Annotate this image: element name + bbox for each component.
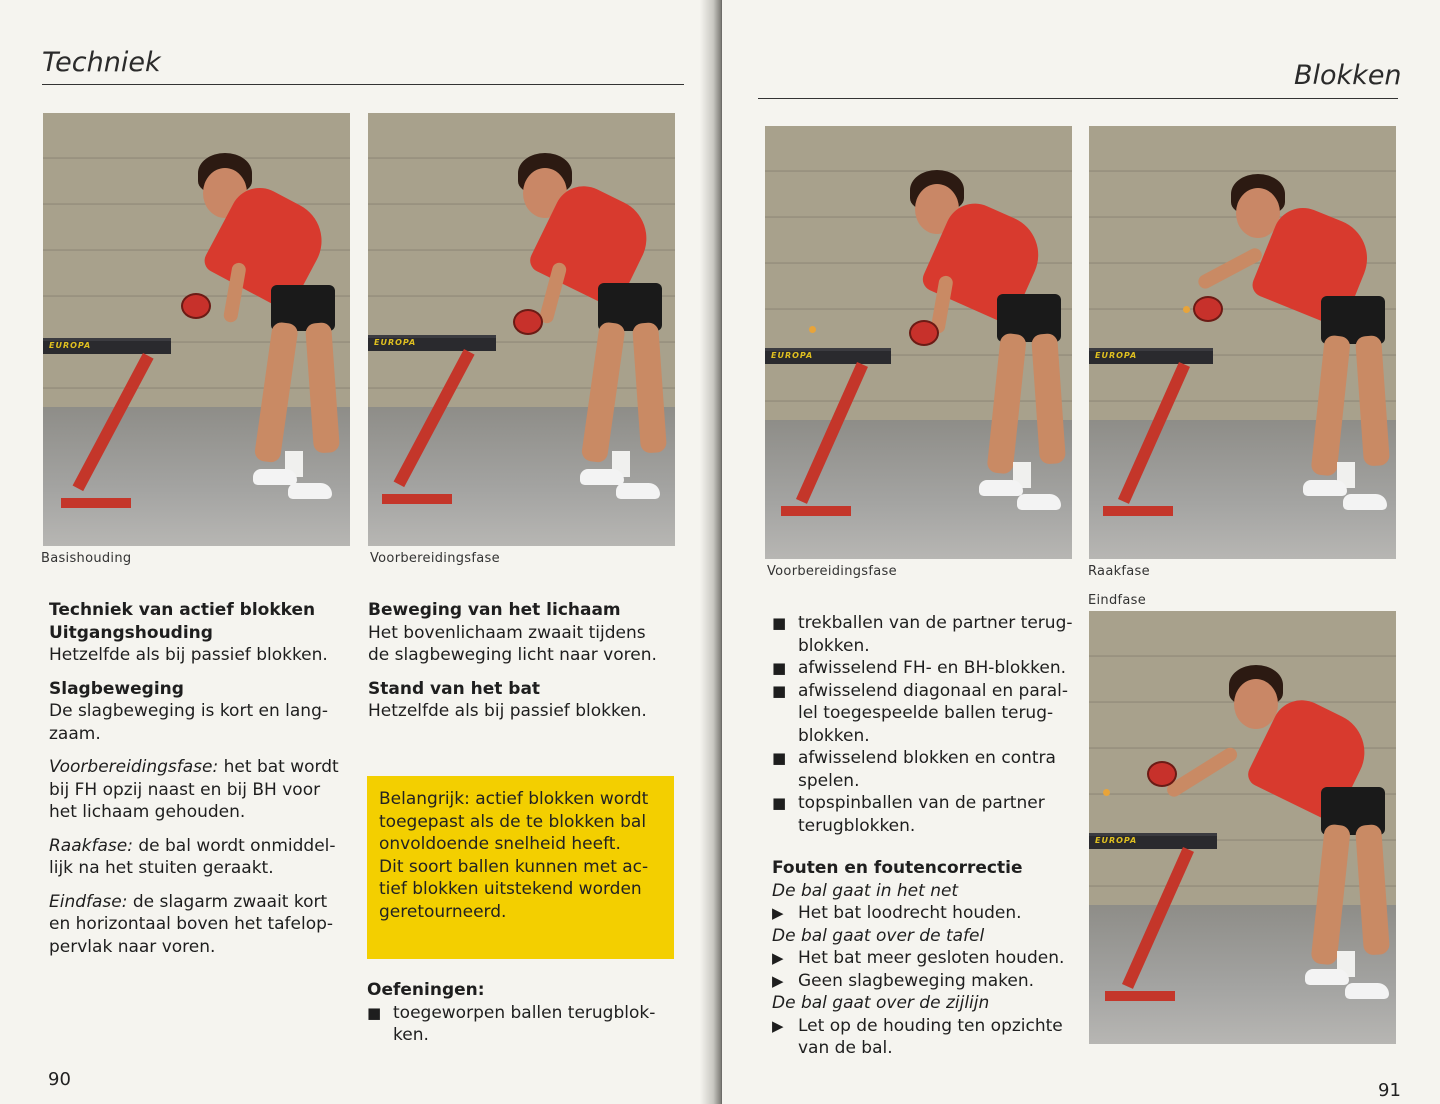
list-item-text: topspinballen van de partner	[798, 793, 1045, 813]
fault-text: De bal gaat over de tafel	[772, 925, 985, 946]
paragraph-text: de slagarm zwaait kort	[127, 891, 328, 912]
list-item-text: ken.	[393, 1025, 429, 1045]
heading: Uitgangshouding	[49, 622, 213, 643]
list-item	[772, 947, 1092, 970]
table-brand: EUROPA	[1095, 351, 1138, 360]
list-item	[772, 1015, 1092, 1060]
list-item-text: afwisselend diagonaal en paral-	[798, 680, 1069, 701]
exercises	[367, 979, 677, 1047]
list-item	[772, 747, 1082, 792]
box-text: geretourneerd.	[379, 901, 507, 922]
heading: Slagbeweging	[49, 678, 184, 699]
list-item	[772, 680, 1082, 748]
list-item-text: afwisselend blokken en contra	[798, 748, 1056, 768]
photo-caption: Eindfase	[1088, 593, 1147, 608]
arrow-right-icon: ▶	[772, 1016, 784, 1035]
list-item-text: trekballen van de partner terug-	[798, 613, 1073, 633]
list-item-text: van de bal.	[798, 1038, 893, 1058]
box-label: Belangrijk:	[379, 789, 470, 809]
list-item	[772, 902, 1092, 925]
bullet-square-icon: ■	[772, 659, 787, 677]
exercise-list	[772, 612, 1082, 837]
bullet-square-icon: ■	[772, 614, 787, 632]
paragraph: de slagbeweging licht naar voren.	[368, 645, 657, 665]
list-item	[772, 792, 1082, 837]
photo-caption: Raakfase	[1088, 564, 1150, 579]
box-text: tief blokken uitstekend worden	[379, 879, 642, 899]
arrow-right-icon: ▶	[772, 971, 784, 990]
box-text: onvoldoende snelheid heeft.	[379, 834, 621, 854]
header-rule-left	[42, 84, 684, 85]
list-item	[367, 1002, 677, 1047]
paragraph: Het bovenlichaam zwaait tijdens	[368, 622, 646, 643]
paragraph	[49, 891, 359, 914]
list-item-text: blokken.	[798, 635, 870, 656]
paragraph: het lichaam gehouden.	[49, 802, 246, 822]
paragraph: lijk na het stuiten geraakt.	[49, 858, 274, 878]
paragraph: De slagbeweging is kort en lang-	[49, 701, 328, 721]
list-item-text: blokken.	[798, 725, 870, 746]
paragraph	[49, 835, 359, 858]
heading: Techniek van actief blokken	[49, 600, 316, 620]
list-item-text: toegeworpen ballen terugblok-	[393, 1002, 656, 1023]
photo-basishouding	[43, 113, 350, 546]
heading: Fouten en foutencorrectie	[772, 858, 1023, 878]
running-head-right: Blokken	[1294, 60, 1402, 91]
list-item-text: lel toegespeelde ballen terug-	[798, 703, 1054, 723]
text-column-right	[368, 599, 678, 723]
photo-voorbereidingsfase	[765, 126, 1072, 559]
paragraph: bij FH opzij naast en bij BH voor	[49, 779, 321, 800]
phase-label: Voorbereidingsfase:	[49, 757, 219, 777]
paragraph: Hetzelfde als bij passief blokken.	[368, 701, 647, 721]
right-page	[722, 0, 1440, 1104]
list-item-text: spelen.	[798, 770, 860, 791]
list-item	[772, 970, 1092, 993]
bullet-square-icon: ■	[772, 749, 787, 767]
bullet-square-icon: ■	[772, 681, 787, 700]
heading: Beweging van het lichaam	[368, 600, 621, 620]
paragraph: Hetzelfde als bij passief blokken.	[49, 645, 328, 665]
fault-text: De bal gaat in het net	[772, 880, 959, 901]
list-item-text: terugblokken.	[798, 815, 916, 836]
photo-caption: Basishouding	[41, 551, 132, 566]
arrow-right-icon: ▶	[772, 949, 784, 967]
bullet-square-icon: ■	[772, 794, 787, 812]
table-brand: EUROPA	[374, 338, 417, 347]
heading: Oefeningen:	[367, 980, 485, 1000]
list-item-text: Let op de houding ten opzichte	[798, 1015, 1063, 1036]
paragraph: en horizontaal boven het tafelop-	[49, 914, 334, 934]
photo-voorbereidingsfase	[368, 113, 675, 546]
photo-caption: Voorbereidingsfase	[767, 564, 897, 579]
important-box	[367, 776, 674, 959]
photo-eindfase	[1089, 611, 1396, 1044]
box-text: Dit soort ballen kunnen met ac-	[379, 856, 649, 877]
list-item-text: Het bat loodrecht houden.	[798, 903, 1022, 923]
table-brand: EUROPA	[771, 351, 814, 360]
running-head-left: Techniek	[42, 47, 161, 78]
text-column-left	[49, 599, 359, 958]
paragraph-text: de bal wordt onmiddel-	[132, 835, 336, 856]
list-item-text: Geen slagbeweging maken.	[798, 970, 1035, 991]
errors-section	[772, 857, 1092, 1060]
list-item-text: Het bat meer gesloten houden.	[798, 948, 1065, 968]
arrow-right-icon: ▶	[772, 904, 784, 922]
list-item	[772, 657, 1082, 680]
fault-text: De bal gaat over de zijlijn	[772, 993, 990, 1013]
table-brand: EUROPA	[49, 341, 92, 350]
photo-caption: Voorbereidingsfase	[370, 551, 500, 566]
list-item-text: afwisselend FH- en BH-blokken.	[798, 658, 1067, 678]
heading: Stand van het bat	[368, 678, 541, 699]
paragraph: pervlak naar voren.	[49, 936, 216, 957]
list-item	[772, 612, 1082, 657]
header-rule-right	[758, 98, 1398, 99]
phase-label: Raakfase:	[49, 835, 133, 856]
table-brand: EUROPA	[1095, 836, 1138, 845]
photo-raakfase	[1089, 126, 1396, 559]
bullet-square-icon: ■	[367, 1003, 382, 1022]
page-number: 90	[48, 1069, 71, 1090]
box-text: toegepast als de te blokken bal	[379, 811, 647, 832]
page-number: 91	[1378, 1080, 1401, 1101]
left-page	[0, 0, 718, 1104]
paragraph-text: het bat wordt	[218, 757, 339, 777]
phase-label: Eindfase:	[49, 891, 128, 912]
paragraph: zaam.	[49, 723, 101, 744]
paragraph	[49, 756, 359, 779]
box-text: actief blokken wordt	[469, 789, 649, 809]
